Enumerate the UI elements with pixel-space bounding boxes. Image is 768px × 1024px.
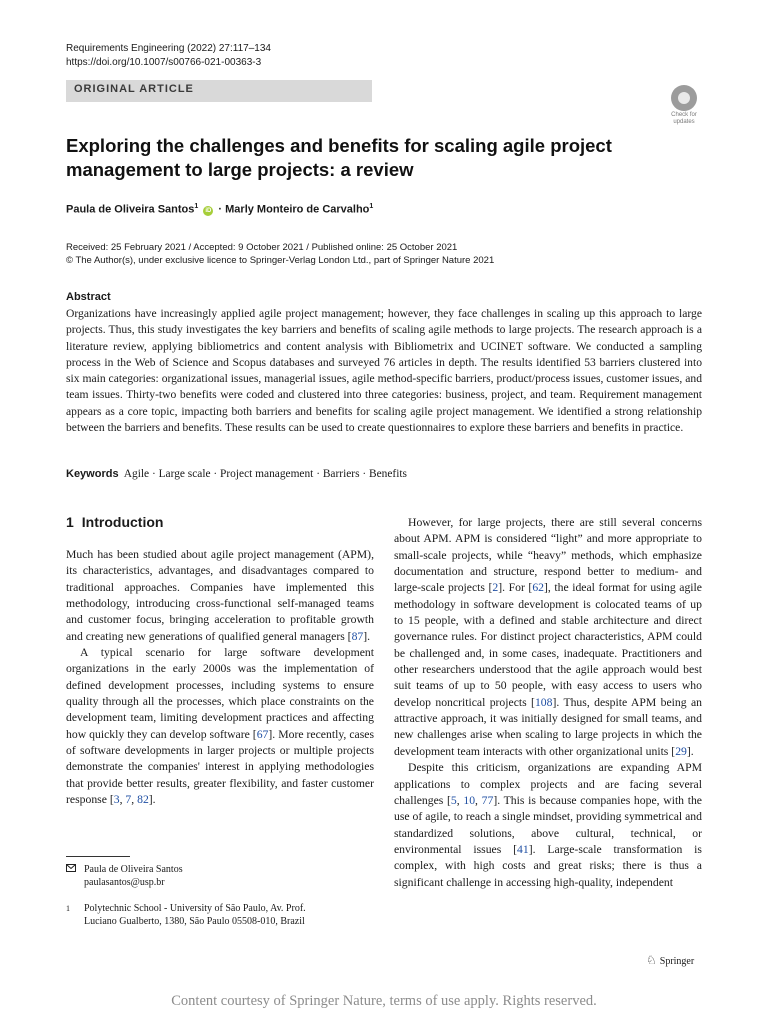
affiliation-footnote [66, 902, 306, 927]
affiliation-mark: 1 [66, 904, 70, 913]
section-heading [66, 514, 163, 530]
body-text: ]. [686, 744, 694, 758]
citation-link[interactable]: 29 [675, 744, 687, 758]
footnote-divider [66, 856, 130, 857]
affiliation-line: Polytechnic School - University of São Paulo, Av. Prof. [84, 903, 306, 914]
body-text: Much has been studied about agile project management (APM), its characteristics, advantages, and disadvantages compared to traditional approaches. Companies have implemented this methodology, introducing cross-functional self-managed teams and customer focus, bringing acceleration to profitable growth and creating new generations of qualified general managers [ [66, 548, 374, 643]
body-text: , [475, 793, 482, 807]
publication-dates [66, 241, 494, 267]
journal-citation: Requirements Engineering (2022) 27:117–134 [66, 43, 271, 54]
left-column [66, 547, 374, 809]
citation-link[interactable]: 67 [256, 727, 269, 741]
body-text: However, for large projects, there are still several concerns about APM. APM is considered “light” and more appropriate to small-scale projects, while “heavy” methods, which emphasize documentation and structure, respond better to medium- and large-scale projects [ [394, 516, 702, 595]
affiliation-line: Luciano Gualberto, 1380, São Paulo 05508-010, Brazil [84, 916, 305, 927]
section-number: 1 [66, 514, 74, 530]
contact-name: Paula de Oliveira Santos [84, 864, 183, 875]
paper-title: Exploring the challenges and benefits for scaling agile project management to large projects: a review [66, 135, 612, 180]
author-name[interactable]: Marly Monteiro de Carvalho [225, 203, 370, 216]
author-separator: · [215, 203, 226, 216]
article-type-label: ORIGINAL ARTICLE [74, 83, 194, 95]
copyright-notice: © The Author(s), under exclusive licence to Springer-Verlag London Ltd., part of Springer Nature 2021 [66, 255, 495, 266]
body-text: Despite this criticism, organizations are expanding APM applications to complex projects and are facing several challenges [ [394, 761, 702, 807]
section-title: Introduction [81, 514, 164, 530]
body-text: ]. Thus, despite APM being an attractive approach, it was initially designed for small teams, and new challenges arise when scaling to large projects in which the development team interacts with other organizational units [ [394, 695, 702, 758]
body-text: A typical scenario for large software development organizations in the early 2000s was the implementation of defined development processes, including systems to ensure quality through all the processes, which place constraints on the development team, limiting development practices and affecting how quickly they can develop software [ [66, 646, 374, 741]
article-type-band [66, 80, 372, 102]
courtesy-notice: Content courtesy of Springer Nature, terms of use apply. Rights reserved. [171, 993, 597, 1009]
doi-link[interactable]: https://doi.org/10.1007/s00766-021-00363-3 [66, 57, 262, 68]
citation-link[interactable]: 5 [450, 793, 457, 807]
body-text: ]. [363, 629, 371, 643]
citation-link[interactable]: 3 [113, 793, 120, 807]
body-text: , [131, 793, 138, 807]
orcid-icon[interactable]: iD [205, 207, 212, 214]
citation-link[interactable]: 77 [481, 793, 494, 807]
abstract-heading: Abstract [66, 291, 111, 303]
envelope-icon [66, 863, 84, 876]
publisher-mark [646, 953, 694, 968]
citation-link[interactable]: 87 [351, 629, 364, 643]
body-text: ]. This is because companies hope, with the use of agile, to reach a single mindset, providing symmetrical and standardized solutions, above cultural, technical, or environmental issues [ [394, 793, 702, 856]
body-text: ], the ideal format for using agile methodology in software development is colocated teams of up to 15 people, with a defined and stable architecture and direct governance rules. For distinct project characteristics, APM could be challenged and, in some cases, inadequate. Practitioners and other researchers understood that the agile approach would best suit teams of up to 50 people, with easy access to users who develop noncritical projects [ [394, 581, 702, 709]
body-text: ]. More recently, cases of software developments in larger projects or multiple projects demonstrate the companies' interest in applying methodologies that provide better results, greater flexibility, and faster customer response [ [66, 727, 374, 807]
body-text: , [456, 793, 464, 807]
keywords-list: Agile · Large scale · Project management · Barriers · Benefits [123, 468, 407, 480]
check-for-updates-badge[interactable] [666, 85, 702, 123]
citation-link[interactable]: 2 [492, 581, 499, 595]
body-text: , [119, 793, 126, 807]
body-paragraph [66, 547, 374, 645]
check-updates-label: Check for updates [671, 112, 697, 125]
citation-link[interactable]: 62 [532, 581, 544, 595]
author-list [66, 203, 373, 216]
author-affiliation-mark: 1 [194, 203, 199, 210]
citation-link[interactable]: 41 [517, 842, 529, 856]
body-text: ]. Large-scale transformation is complex, with high costs and great risks; there is thus a significant challenge in accessing high-quality, independent [394, 842, 702, 889]
citation-link[interactable]: 10 [463, 793, 476, 807]
contact-email[interactable]: paulasantos@usp.br [84, 877, 165, 888]
corresponding-author-footnote [66, 863, 183, 888]
body-text: ]. For [ [498, 581, 533, 595]
body-paragraph [66, 645, 374, 808]
journal-header [66, 42, 271, 70]
springer-horse-icon: ♘ [646, 953, 657, 967]
history-dates: Received: 25 February 2021 / Accepted: 9 October 2021 / Published online: 25 October 2021 [66, 242, 458, 253]
check-updates-icon [671, 85, 697, 111]
abstract-text: Organizations have increasingly applied agile project management; however, they face challenges in scaling up this approach to large projects. Thus, this study investigates the key barriers and benefits of scaling agile methods to large projects. The research approach is a literature review, applying bibliometrics and content analysis with Bibliometrix and UCINET software. We conducted a sampling process in the Web of Science and Scopus databases and surveyed 76 articles in depth. The results identified 53 barriers clustered into six main categories: organizational issues, managerial issues, agile method-specific barriers, product/process issues, customer issues, and team issues. Thirty-two benefits were coded and clustered into three categories: business, project, and team. Requirement management appears as a core topic, impacting both barriers and benefits for scaling agile project management. We identified a strong relationship between the barriers and benefits. These results can be used to create questionnaires to explore these barriers and benefits in practice. [66, 307, 702, 435]
publisher-name: Springer [659, 956, 695, 967]
body-paragraph [394, 760, 702, 891]
citation-link[interactable]: 7 [125, 793, 132, 807]
keywords [66, 468, 407, 480]
citation-link[interactable]: 82 [137, 793, 149, 807]
author-name[interactable]: Paula de Oliveira Santos [66, 203, 195, 216]
body-paragraph [394, 515, 702, 760]
citation-link[interactable]: 108 [534, 695, 553, 709]
body-text: ]. [148, 793, 156, 807]
author-affiliation-mark: 1 [369, 203, 374, 210]
right-column [394, 515, 702, 891]
keywords-label: Keywords [66, 468, 119, 480]
